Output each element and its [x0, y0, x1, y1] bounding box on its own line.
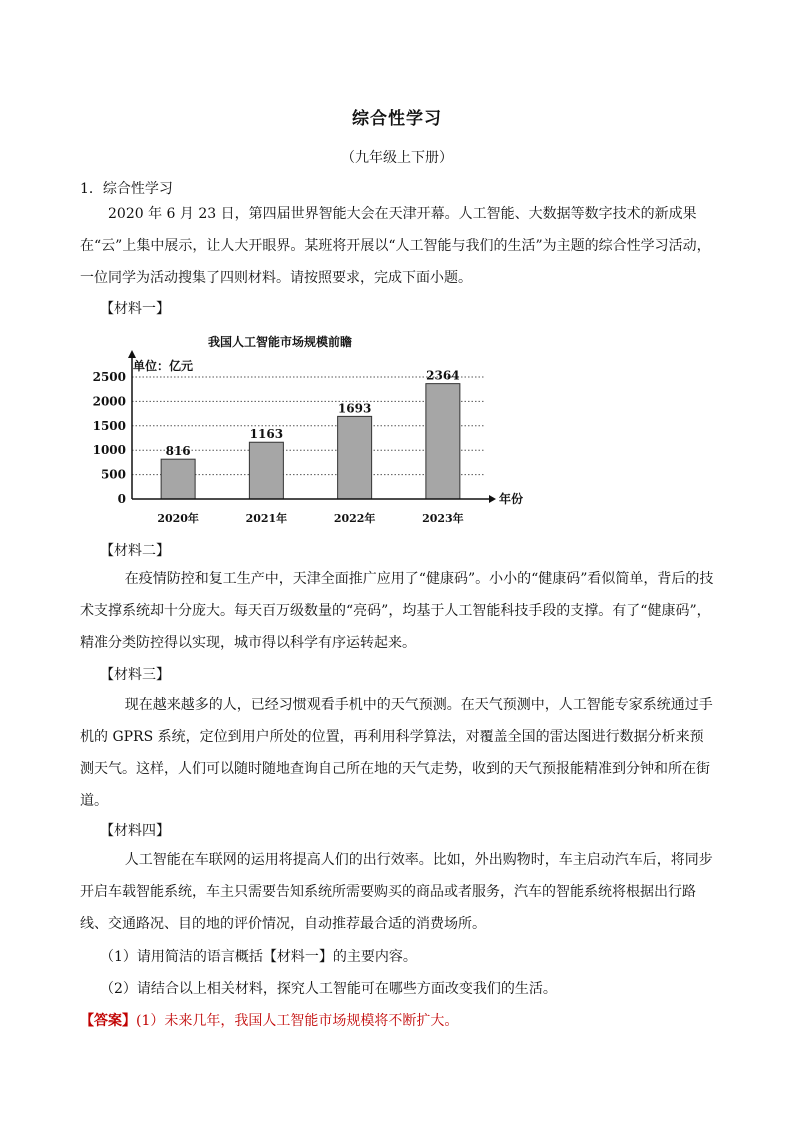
intro-paragraph: 2020 年 6 月 23 日，第四届世界智能大会在天津开幕。人工智能、大数据等数字技术的新成果在“云”上集中展示，让人大开眼界。某班将开展以“人工智能与我们的生活”为主题的综合性学习活动，一位同学为活动搜集了四则材料。请按照要求，完成下面小题。 [80, 206, 711, 286]
chart-y-tick-label: 1000 [92, 443, 126, 458]
answer-text: (1）未来几年，我国人工智能市场规模将不断扩大。 [136, 1013, 459, 1029]
chart-y-axis-label: 单位：亿元 [133, 359, 194, 373]
market-size-bar-chart [85, 330, 545, 530]
sub-question-2: （2）请结合以上相关材料，探究人工智能可在哪些方面改变我们的生活。 [100, 981, 557, 997]
material4-label: 【材料四】 [100, 823, 170, 839]
chart-bar [161, 459, 195, 499]
chart-y-tick-label: 2000 [92, 394, 126, 409]
chart-y-tick-label: 1500 [92, 418, 126, 433]
chart-y-axis-arrow [128, 350, 136, 358]
chart-bar [338, 416, 372, 499]
answer-tag: 【答案】 [80, 1013, 136, 1029]
chart-y-tick-labels [93, 370, 126, 506]
material1-label: 【材料一】 [100, 301, 170, 317]
answer-line [80, 1010, 458, 1030]
material2-label: 【材料二】 [100, 543, 170, 559]
material4-paragraph: 人工智能在车联网的运用将提高人们的出行效率。比如，外出购物时，车主启动汽车后，将同步开启车载智能系统，车主只需要告知系统所需要购买的商品或者服务，汽车的智能系统将根据出行路线、交通路况、目的地的评价情况，自动推荐最合适的消费场所。 [80, 852, 713, 932]
material2-paragraph: 在疫情防控和复工生产中，天津全面推广应用了“健康码”。小小的“健康码”看似简单，背后的技术支撑系统却十分庞大。每天百万级数量的“亮码”，均基于人工智能科技手段的支撑。有了“健康码”，精准分类防控得以实现，城市得以科学有序运转起来。 [80, 571, 714, 651]
chart-bars [157, 369, 463, 525]
sub-question-1: （1）请用简洁的语言概括【材料一】的主要内容。 [100, 949, 417, 965]
document-subtitle: （九年级上下册） [341, 150, 453, 166]
chart-category-label: 2020年 [157, 512, 199, 525]
chart-data-label: 2364 [426, 368, 460, 383]
chart-data-label: 1693 [337, 401, 372, 416]
chart-category-label: 2022年 [333, 512, 376, 525]
material3-label: 【材料三】 [100, 667, 170, 683]
document-title: 综合性学习 [352, 109, 442, 129]
chart-bar [249, 442, 283, 499]
material3-paragraph: 现在越来越多的人，已经习惯观看手机中的天气预测。在天气预测中，人工智能专家系统通过手机的 GPRS 系统，定位到用户所处的位置，再利用科学算法，对覆盖全国的雷达图进行数据分析来预测天气。这样，人们可以随时随地查询自己所在地的天气走势，收到的天气预报能精准到分钟和所在街道。 [80, 697, 713, 809]
chart-y-tick-label: 0 [117, 492, 126, 506]
chart-x-axis-label: 年份 [499, 492, 524, 506]
chart-category-label: 2023年 [422, 512, 464, 525]
chart-title: 我国人工智能市场规模前瞻 [207, 335, 353, 349]
chart-data-label: 1163 [249, 427, 284, 442]
chart-data-label: 816 [165, 444, 191, 459]
chart-x-axis-arrow [489, 495, 496, 503]
question-heading: 1．综合性学习 [80, 181, 173, 197]
chart-y-tick-label: 2500 [92, 370, 126, 384]
chart-category-label: 2021年 [245, 512, 288, 525]
chart-y-tick-label: 500 [100, 467, 126, 482]
chart-bar [426, 384, 460, 499]
